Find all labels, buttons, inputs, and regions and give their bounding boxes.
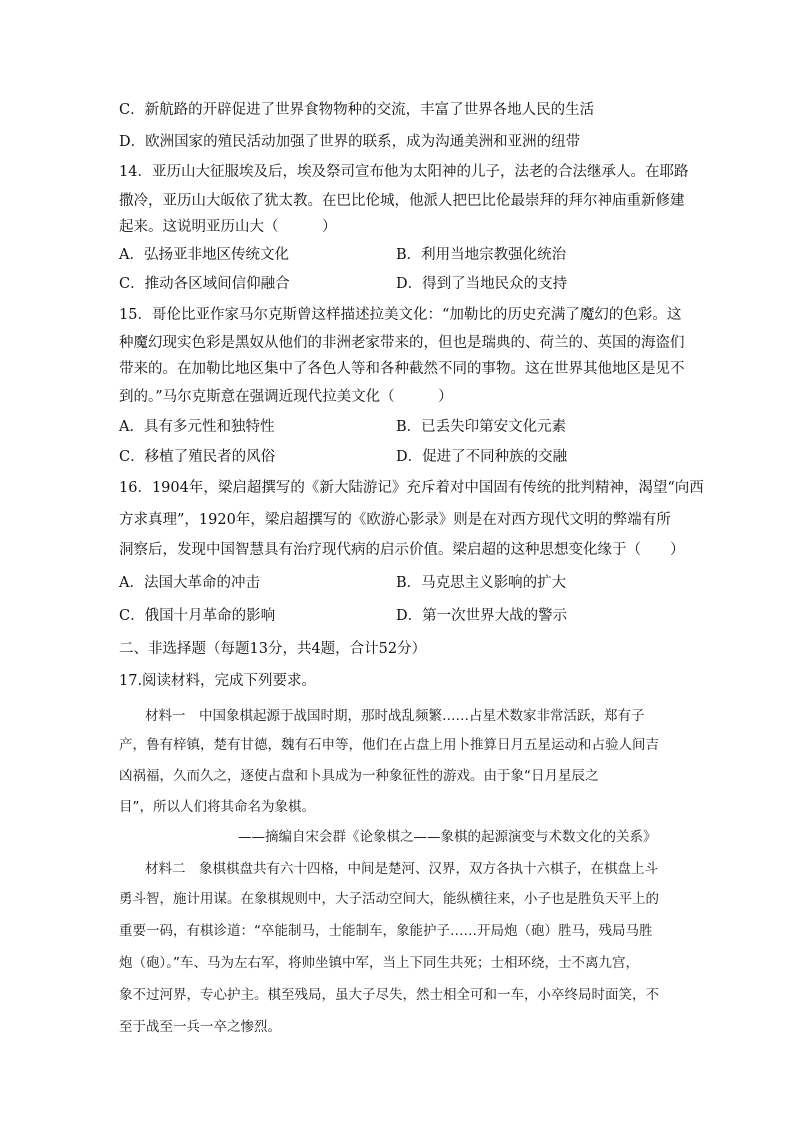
q14-stem-line-2: 撒冷，亚历山大皈依了犹太教。在巴比伦城，他派人把巴比伦最崇拜的拜尔神庙重新修建 — [119, 193, 685, 209]
q15-stem-line-3: 带来的。在加勒比地区集中了各色人等和各种截然不同的事物。这在世界其他地区是见不 — [119, 361, 685, 377]
q16-stem-line-2: 方求真理”，1920年，梁启超撰写的《欧游心影录》则是在对西方现代文明的弊端有所 — [119, 512, 671, 528]
q15-stem-line-1: 15．哥伦比亚作家马尔克斯曾这样描述拉美文化：“加勒比的历史充满了魔幻的色彩。这 — [119, 307, 682, 323]
q15-option-b: B．已丢失印第安文化元素 — [396, 419, 567, 435]
q15-stem-line-2: 种魔幻现实色彩是黑奴从他们的非洲老家带来的，但也是瑞典的、荷兰的、英国的海盗们 — [119, 335, 685, 351]
material1-line-3: 凶祸福，久而久之，逐使占盘和卜具成为一种象征性的游戏。由于象“日月星辰之 — [119, 768, 599, 784]
material2-line-2: 勇斗智，施计用谋。在象棋规则中，大子活动空间大，能纵横往来，小子也是胜负天平上的 — [119, 891, 659, 907]
q14-option-a: A．弘扬亚非地区传统文化 — [119, 247, 289, 263]
q13-option-d: D．欧洲国家的殖民活动加强了世界的联系，成为沟通美洲和亚洲的纽带 — [119, 134, 581, 150]
q17-instruction: 17.阅读材料，完成下列要求。 — [119, 673, 317, 689]
q15-stem-line-4: 到的。”马尔克斯意在强调近现代拉美文化（ ） — [119, 389, 453, 405]
q16-option-d: D．第一次世界大战的警示 — [396, 608, 568, 624]
q14-stem-line-1: 14．亚历山大征服埃及后，埃及祭司宣布他为太阳神的儿子，法老的合法继承人。在耶路 — [119, 164, 689, 180]
material2-line-6: 至于战至一兵一卒之惨烈。 — [119, 1019, 281, 1035]
material2-line-4: 炮（砲）。”车、马为左右军，将帅坐镇中军，当上下同生共死；士相环绕，士不离九宫， — [119, 955, 639, 971]
q14-stem-line-3: 起来。这说明亚历山大（ ） — [119, 219, 337, 235]
q14-option-d: D．得到了当地民众的支持 — [396, 276, 568, 292]
q13-option-c: C．新航路的开辟促进了世界食物物种的交流，丰富了世界各地人民的生活 — [119, 102, 595, 118]
material2-line-5: 象不过河界，专心护主。棋至残局，虽大子尽失，然士相全可和一车，小卒终局时面笑，不 — [119, 987, 659, 1003]
q16-option-a: A．法国大革命的冲击 — [119, 575, 260, 591]
q15-option-c: C．移植了殖民者的风俗 — [119, 449, 276, 465]
q16-option-b: B．马克思主义影响的扩大 — [396, 575, 567, 591]
material1-line-1: 材料一 中国象棋起源于战国时期，那时战乱频繁……占星术数家非常活跃，郑有子 — [145, 708, 645, 724]
q16-stem-line-3: 洞察后，发现中国智慧具有治疗现代病的启示价值。梁启超的这种思想变化缘于（ ） — [119, 542, 685, 558]
q15-option-a: A．具有多元性和独特性 — [119, 419, 275, 435]
material1-line-4: 目”，所以人们将其命名为象棋。 — [119, 799, 315, 815]
material2-line-1: 材料二 象棋棋盘共有六十四格，中间是楚河、汉界，双方各执十六棋子，在棋盘上斗 — [145, 861, 658, 877]
q14-option-b: B．利用当地宗教强化统治 — [396, 247, 567, 263]
q14-option-c: C．推动各区域间信仰融合 — [119, 276, 290, 292]
section-heading: 二、非选择题（每题13分，共4题，合计52分） — [119, 641, 427, 657]
q16-stem-line-1: 16．1904年，梁启超撰写的《新大陆游记》充斥着对中国固有传统的批判精神，渴望“向西 — [119, 480, 704, 496]
q15-option-d: D．促进了不同种族的交融 — [396, 449, 568, 465]
material1-line-2: 产，鲁有梓镇，楚有甘德，魏有石申等，他们在占盘上用卜推算日月五星运动和占验人间吉 — [119, 737, 659, 753]
material1-source: ——摘编自宋会群《论象棋之——象棋的起源演变与术数文化的关系》 — [238, 829, 657, 845]
material2-line-3: 重要一码，有棋诊道：“卒能制马，士能制车，象能护子……开局炮（砲）胜马，残局马胜 — [119, 923, 653, 939]
q16-option-c: C．俄国十月革命的影响 — [119, 608, 276, 624]
